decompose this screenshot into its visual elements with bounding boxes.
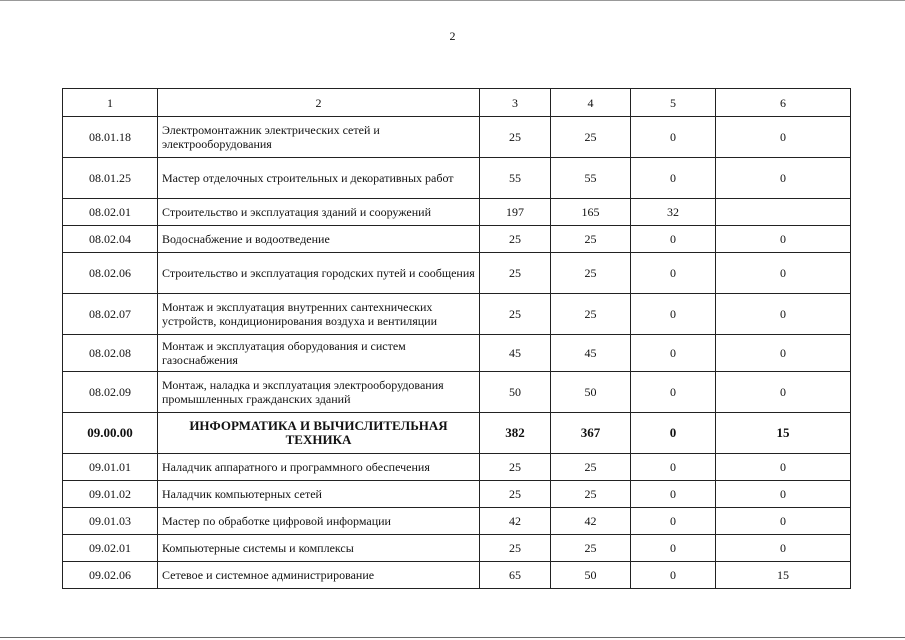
- cell-col3: 25: [480, 481, 551, 508]
- cell-col4: 165: [551, 199, 631, 226]
- table-row: [63, 158, 851, 199]
- specialty-name: Сетевое и системное администрирование: [158, 562, 480, 589]
- cell-col3: 45: [480, 335, 551, 372]
- table-row: [63, 508, 851, 535]
- cell-col4: 25: [551, 454, 631, 481]
- cell-col4: 25: [551, 226, 631, 253]
- specialty-code: 09.01.03: [63, 508, 158, 535]
- cell-col4: 25: [551, 294, 631, 335]
- cell-col3: 25: [480, 117, 551, 158]
- header-cell: 5: [631, 89, 716, 117]
- cell-col6: 0: [716, 454, 851, 481]
- scan-edge-bottom: [0, 637, 905, 638]
- specialty-code: 08.02.01: [63, 199, 158, 226]
- specialty-name: Компьютерные системы и комплексы: [158, 535, 480, 562]
- cell-col3: 25: [480, 454, 551, 481]
- cell-col5: 0: [631, 535, 716, 562]
- cell-col5: 0: [631, 454, 716, 481]
- group-name: ИНФОРМАТИКА И ВЫЧИСЛИТЕЛЬНАЯ ТЕХНИКА: [158, 413, 480, 454]
- specialties-table: [62, 88, 851, 589]
- specialty-code: 08.02.07: [63, 294, 158, 335]
- header-cell: 2: [158, 89, 480, 117]
- cell-col6: 0: [716, 253, 851, 294]
- specialty-name: Строительство и эксплуатация зданий и сооружений: [158, 199, 480, 226]
- cell-col4: 50: [551, 372, 631, 413]
- cell-col3: 25: [480, 535, 551, 562]
- cell-col4: 25: [551, 535, 631, 562]
- table-row: [63, 294, 851, 335]
- group-code: 09.00.00: [63, 413, 158, 454]
- specialty-code: 09.02.06: [63, 562, 158, 589]
- table-header-row: [63, 89, 851, 117]
- cell-col6: 0: [716, 294, 851, 335]
- scan-edge-top: [0, 0, 905, 1]
- cell-col5: 0: [631, 253, 716, 294]
- cell-col6: 0: [716, 335, 851, 372]
- cell-col5: 0: [631, 372, 716, 413]
- cell-col6: 0: [716, 117, 851, 158]
- specialty-name: Монтаж и эксплуатация оборудования и систем газоснабжения: [158, 335, 480, 372]
- cell-col5: 32: [631, 199, 716, 226]
- specialty-code: 08.02.06: [63, 253, 158, 294]
- cell-col4: 25: [551, 253, 631, 294]
- specialty-code: 08.02.09: [63, 372, 158, 413]
- cell-col4: 25: [551, 481, 631, 508]
- table-row: [63, 253, 851, 294]
- specialty-name: Строительство и эксплуатация городских путей и сообщения: [158, 253, 480, 294]
- table-row: [63, 335, 851, 372]
- cell-col6: 0: [716, 535, 851, 562]
- specialty-code: 08.01.25: [63, 158, 158, 199]
- table-row: [63, 372, 851, 413]
- cell-col5: 0: [631, 226, 716, 253]
- specialty-code: 08.01.18: [63, 117, 158, 158]
- table-row: [63, 117, 851, 158]
- table-row: [63, 481, 851, 508]
- specialty-name: Наладчик компьютерных сетей: [158, 481, 480, 508]
- cell-col4: 45: [551, 335, 631, 372]
- specialty-name: Водоснабжение и водоотведение: [158, 226, 480, 253]
- cell-col3: 42: [480, 508, 551, 535]
- cell-col6: 0: [716, 508, 851, 535]
- cell-col6: 0: [716, 481, 851, 508]
- cell-col3: 55: [480, 158, 551, 199]
- cell-col6: 0: [716, 226, 851, 253]
- specialty-name: Наладчик аппаратного и программного обеспечения: [158, 454, 480, 481]
- specialty-name: Мастер отделочных строительных и декоративных работ: [158, 158, 480, 199]
- cell-col3: 65: [480, 562, 551, 589]
- specialty-name: Мастер по обработке цифровой информации: [158, 508, 480, 535]
- header-cell: 6: [716, 89, 851, 117]
- cell-col3: 25: [480, 253, 551, 294]
- cell-col4: 25: [551, 117, 631, 158]
- specialty-code: 08.02.08: [63, 335, 158, 372]
- specialty-code: 08.02.04: [63, 226, 158, 253]
- header-cell: 4: [551, 89, 631, 117]
- cell-col6: [716, 199, 851, 226]
- table-row: [63, 562, 851, 589]
- specialty-name: Монтаж, наладка и эксплуатация электрооборудования промышленных гражданских зданий: [158, 372, 480, 413]
- cell-col5: 0: [631, 117, 716, 158]
- cell-col4: 50: [551, 562, 631, 589]
- cell-col5: 0: [631, 481, 716, 508]
- cell-col6: 0: [716, 158, 851, 199]
- cell-col6: 0: [716, 372, 851, 413]
- cell-col4: 367: [551, 413, 631, 454]
- specialty-name: Электромонтажник электрических сетей и электрооборудования: [158, 117, 480, 158]
- specialty-name: Монтаж и эксплуатация внутренних сантехнических устройств, кондиционирования воздуха и вентиляции: [158, 294, 480, 335]
- header-cell: 3: [480, 89, 551, 117]
- header-cell: 1: [63, 89, 158, 117]
- cell-col6: 15: [716, 562, 851, 589]
- cell-col5: 0: [631, 294, 716, 335]
- cell-col3: 382: [480, 413, 551, 454]
- group-row: [63, 413, 851, 454]
- cell-col5: 0: [631, 508, 716, 535]
- table-row: [63, 226, 851, 253]
- specialty-code: 09.01.02: [63, 481, 158, 508]
- cell-col5: 0: [631, 158, 716, 199]
- page-number: 2: [449, 29, 456, 43]
- table-row: [63, 454, 851, 481]
- cell-col3: 25: [480, 294, 551, 335]
- table-row: [63, 535, 851, 562]
- cell-col5: 0: [631, 562, 716, 589]
- cell-col4: 42: [551, 508, 631, 535]
- cell-col5: 0: [631, 413, 716, 454]
- table-row: [63, 199, 851, 226]
- cell-col3: 197: [480, 199, 551, 226]
- specialty-code: 09.01.01: [63, 454, 158, 481]
- cell-col5: 0: [631, 335, 716, 372]
- cell-col4: 55: [551, 158, 631, 199]
- specialty-code: 09.02.01: [63, 535, 158, 562]
- cell-col3: 50: [480, 372, 551, 413]
- cell-col3: 25: [480, 226, 551, 253]
- cell-col6: 15: [716, 413, 851, 454]
